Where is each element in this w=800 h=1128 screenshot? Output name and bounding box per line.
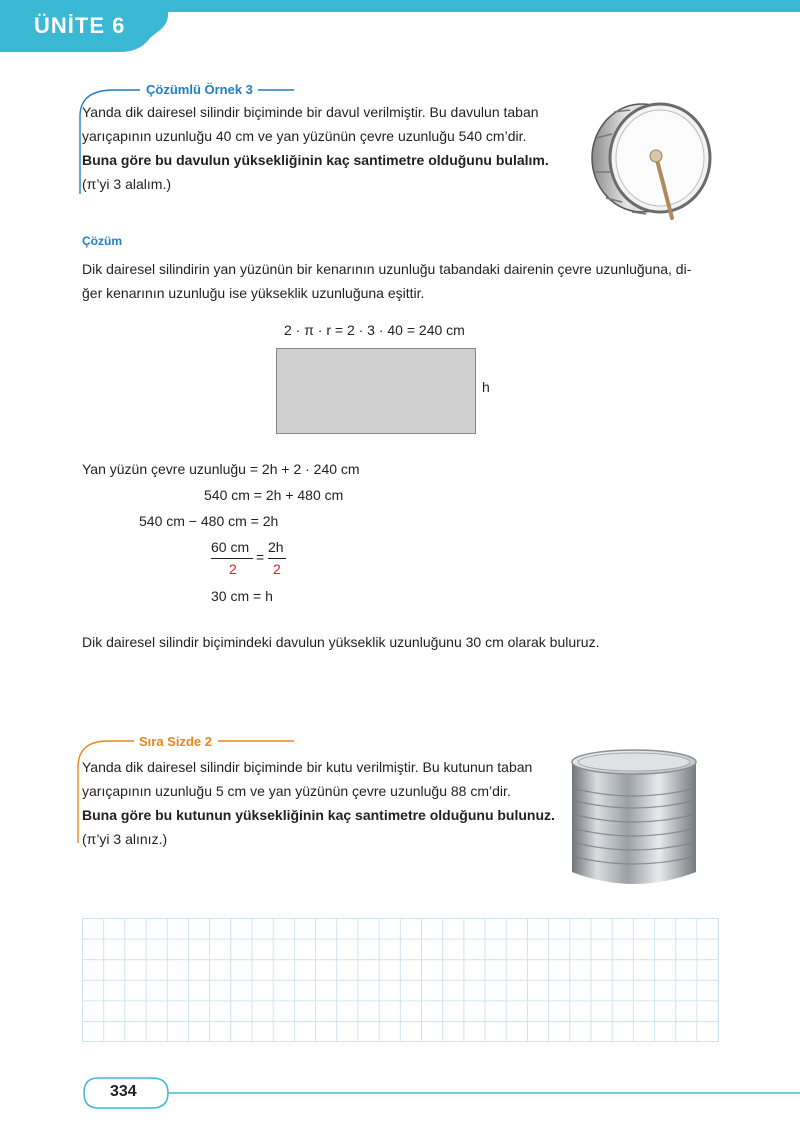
fraction-right-bar — [268, 558, 286, 559]
solution-paragraph-line1: Dik dairesel silindirin yan yüzünün bir kenarının uzunluğu tabandaki dairenin çevre uzunluğuna, di- — [82, 261, 692, 277]
practice-text — [82, 755, 562, 851]
answer-grid[interactable] — [82, 918, 719, 1042]
fraction-left-bar — [211, 558, 253, 559]
equation-1: Yan yüzün çevre uzunluğu = 2h + 2 · 240 cm — [82, 461, 360, 477]
practice-question: Buna göre bu kutunun yüksekliğinin kaç santimetre olduğunu bulunuz. — [82, 807, 555, 823]
unit-tab — [0, 0, 168, 52]
solved-example-label: Çözümlü Örnek 3 — [146, 82, 253, 97]
equation-5: 30 cm = h — [211, 588, 273, 604]
equation-3: 540 cm − 480 cm = 2h — [139, 513, 279, 529]
practice-line2: yarıçapının uzunluğu 5 cm ve yan yüzünün çevre uzunluğu 88 cm’dir. — [82, 783, 511, 799]
equation-2: 540 cm = 2h + 480 cm — [204, 487, 344, 503]
page-number: 334 — [110, 1083, 137, 1100]
solved-example-line2: yarıçapının uzunluğu 40 cm ve yan yüzünün çevre uzunluğu 540 cm’dir. — [82, 128, 527, 144]
lateral-surface-rectangle — [276, 348, 476, 434]
drum-image — [584, 98, 718, 222]
solution-paragraph — [82, 257, 722, 305]
solved-example-note: (π’yi 3 alalım.) — [82, 176, 172, 192]
header-strip — [150, 0, 800, 12]
practice-note: (π’yi 3 alınız.) — [82, 831, 168, 847]
fraction-equals: = — [256, 549, 265, 565]
circumference-formula: 2 · π · r = 2 · 3 · 40 = 240 cm — [284, 322, 465, 338]
fraction-right-denominator: 2 — [273, 561, 281, 577]
tin-can-image — [568, 748, 700, 890]
solution-paragraph-line2: ğer kenarının uzunluğu ise yükseklik uzunluğuna eşittir. — [82, 285, 425, 301]
unit-title: ÜNİTE 6 — [34, 13, 126, 38]
solved-example-line1: Yanda dik dairesel silindir biçiminde bir davul verilmiştir. Bu davulun taban — [82, 104, 539, 120]
solution-conclusion: Dik dairesel silindir biçimindeki davulun yükseklik uzunluğunu 30 cm olarak buluruz. — [82, 634, 600, 650]
solved-example-text — [82, 100, 562, 196]
practice-label: Sıra Sizde 2 — [139, 734, 212, 749]
rectangle-height-label: h — [482, 379, 490, 395]
practice-line1: Yanda dik dairesel silindir biçiminde bir kutu verilmiştir. Bu kutunun taban — [82, 759, 533, 775]
solved-example-question: Buna göre bu davulun yüksekliğinin kaç santimetre olduğunu bulalım. — [82, 152, 549, 168]
solution-heading: Çözüm — [82, 234, 122, 248]
footer-decoration — [80, 1074, 800, 1114]
fraction-left-numerator: 60 cm — [211, 539, 250, 555]
fraction-left-denominator: 2 — [229, 561, 237, 577]
fraction-right-numerator: 2h — [268, 539, 284, 555]
